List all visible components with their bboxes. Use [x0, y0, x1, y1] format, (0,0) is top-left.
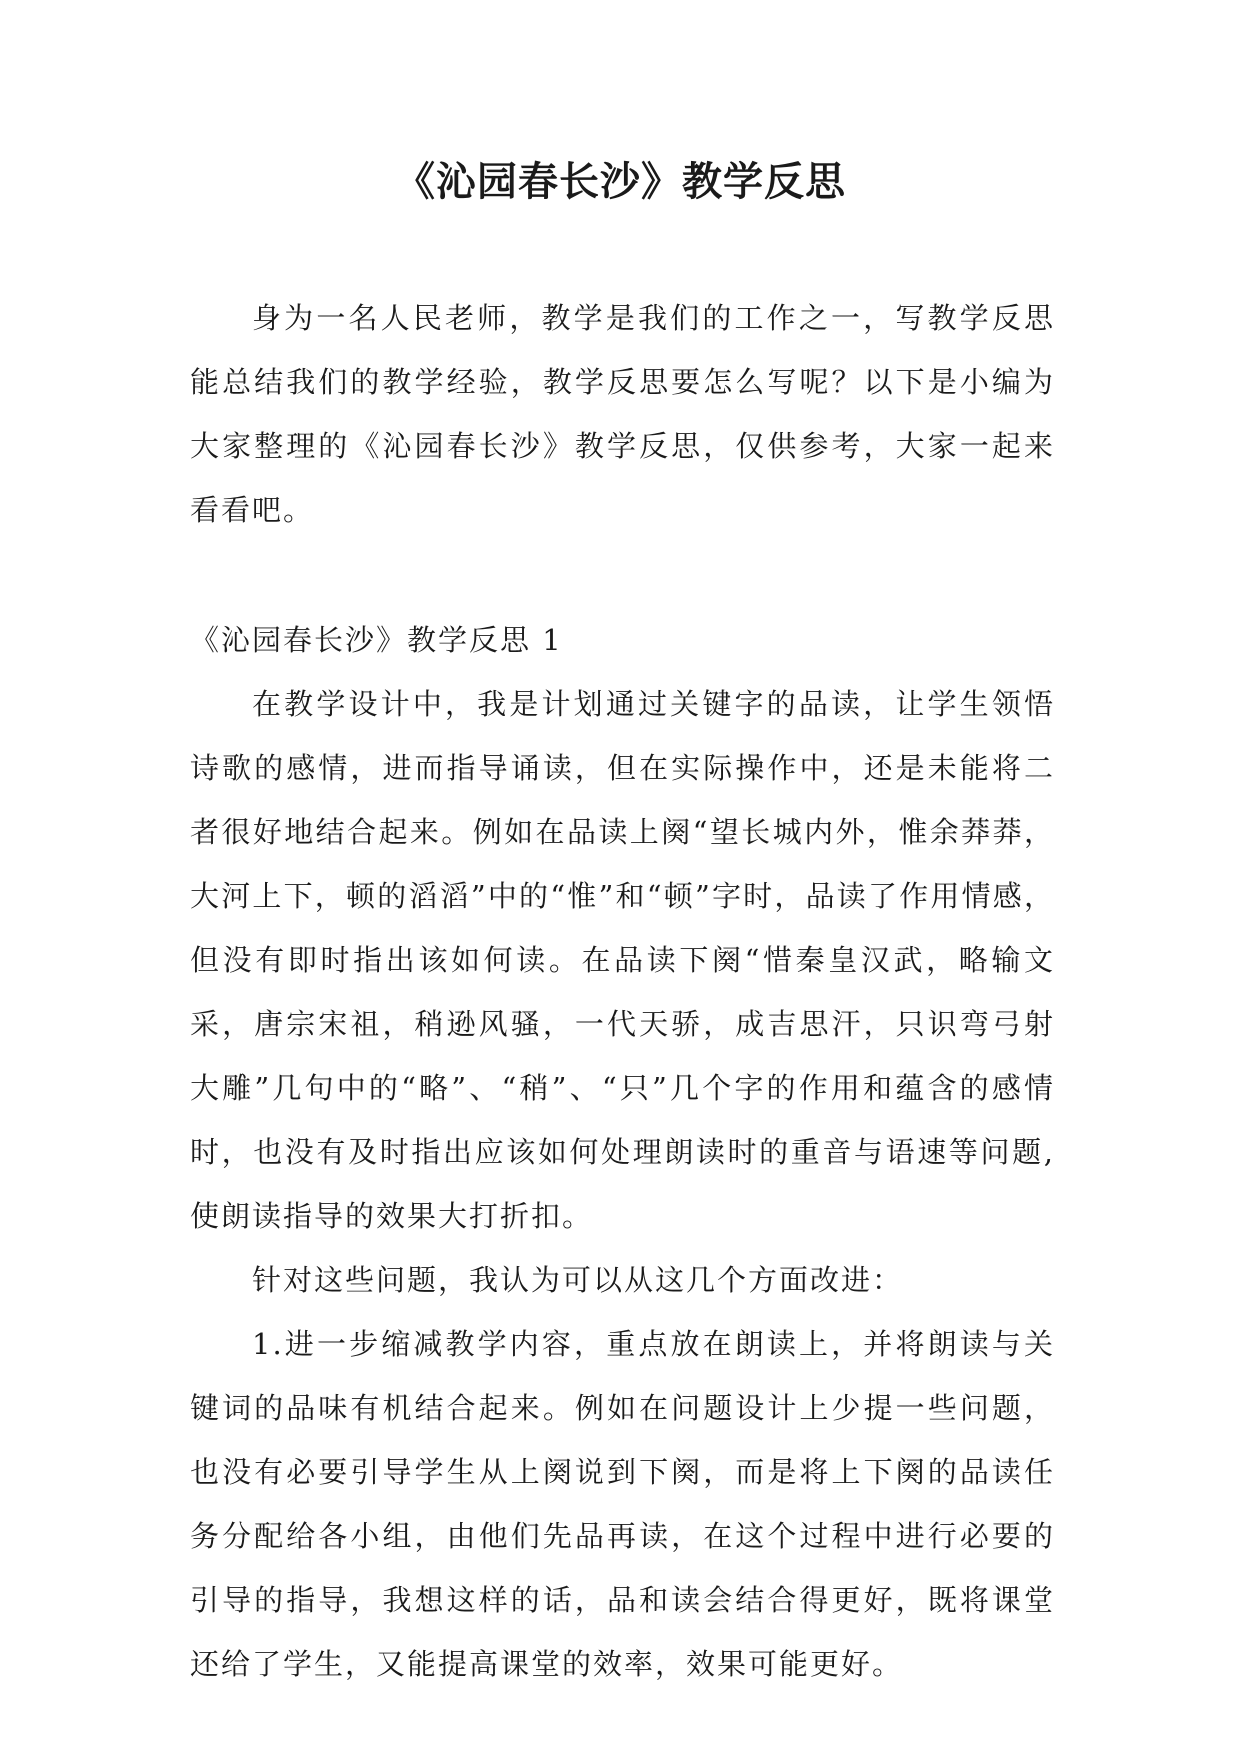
section-heading: 《沁园春长沙》教学反思 1 — [190, 623, 563, 657]
body-paragraph-1: 在教学设计中，我是计划通过关键字的品读，让学生领悟诗歌的感情，进而指导诵读，但在实际操作中，还是未能将二者很好地结合起来。例如在品读上阕“望长城内外，惟余莽莽，大河上下，顿的滔滔”中的“惟”和“顿”字时，品读了作用情感，但没有即时指出该如何读。在品读下阕“惜秦皇汉武，略输文采，唐宗宋祖，稍逊风骚，一代天骄，成吉思汗，只识弯弓射大雕”几句中的“略”、“稍”、“只”几个字的作用和蕴含的感情时，也没有及时指出应该如何处理朗读时的重音与语速等问题,使朗读指导的效果大打折扣。 — [190, 687, 1055, 1233]
body-paragraph-3: 1.进一步缩减教学内容，重点放在朗读上，并将朗读与关键词的品味有机结合起来。例如在问题设计上少提一些问题，也没有必要引导学生从上阕说到下阕，而是将上下阕的品读任务分配给各小组，由他们先品再读，在这个过程中进行必要的引导的指导，我想这样的话，品和读会结合得更好，既将课堂还给了学生，又能提高课堂的效率，效果可能更好。 — [190, 1327, 1055, 1681]
intro-paragraph: 身为一名人民老师，教学是我们的工作之一，写教学反思能总结我们的教学经验，教学反思要怎么写呢？以下是小编为大家整理的《沁园春长沙》教学反思，仅供参考，大家一起来看看吧。 — [190, 301, 1055, 527]
document-title: 《沁园春长沙》教学反思 — [395, 159, 846, 205]
body-paragraph-2: 针对这些问题，我认为可以从这几个方面改进： — [252, 1263, 904, 1297]
document-body — [190, 286, 1055, 1696]
